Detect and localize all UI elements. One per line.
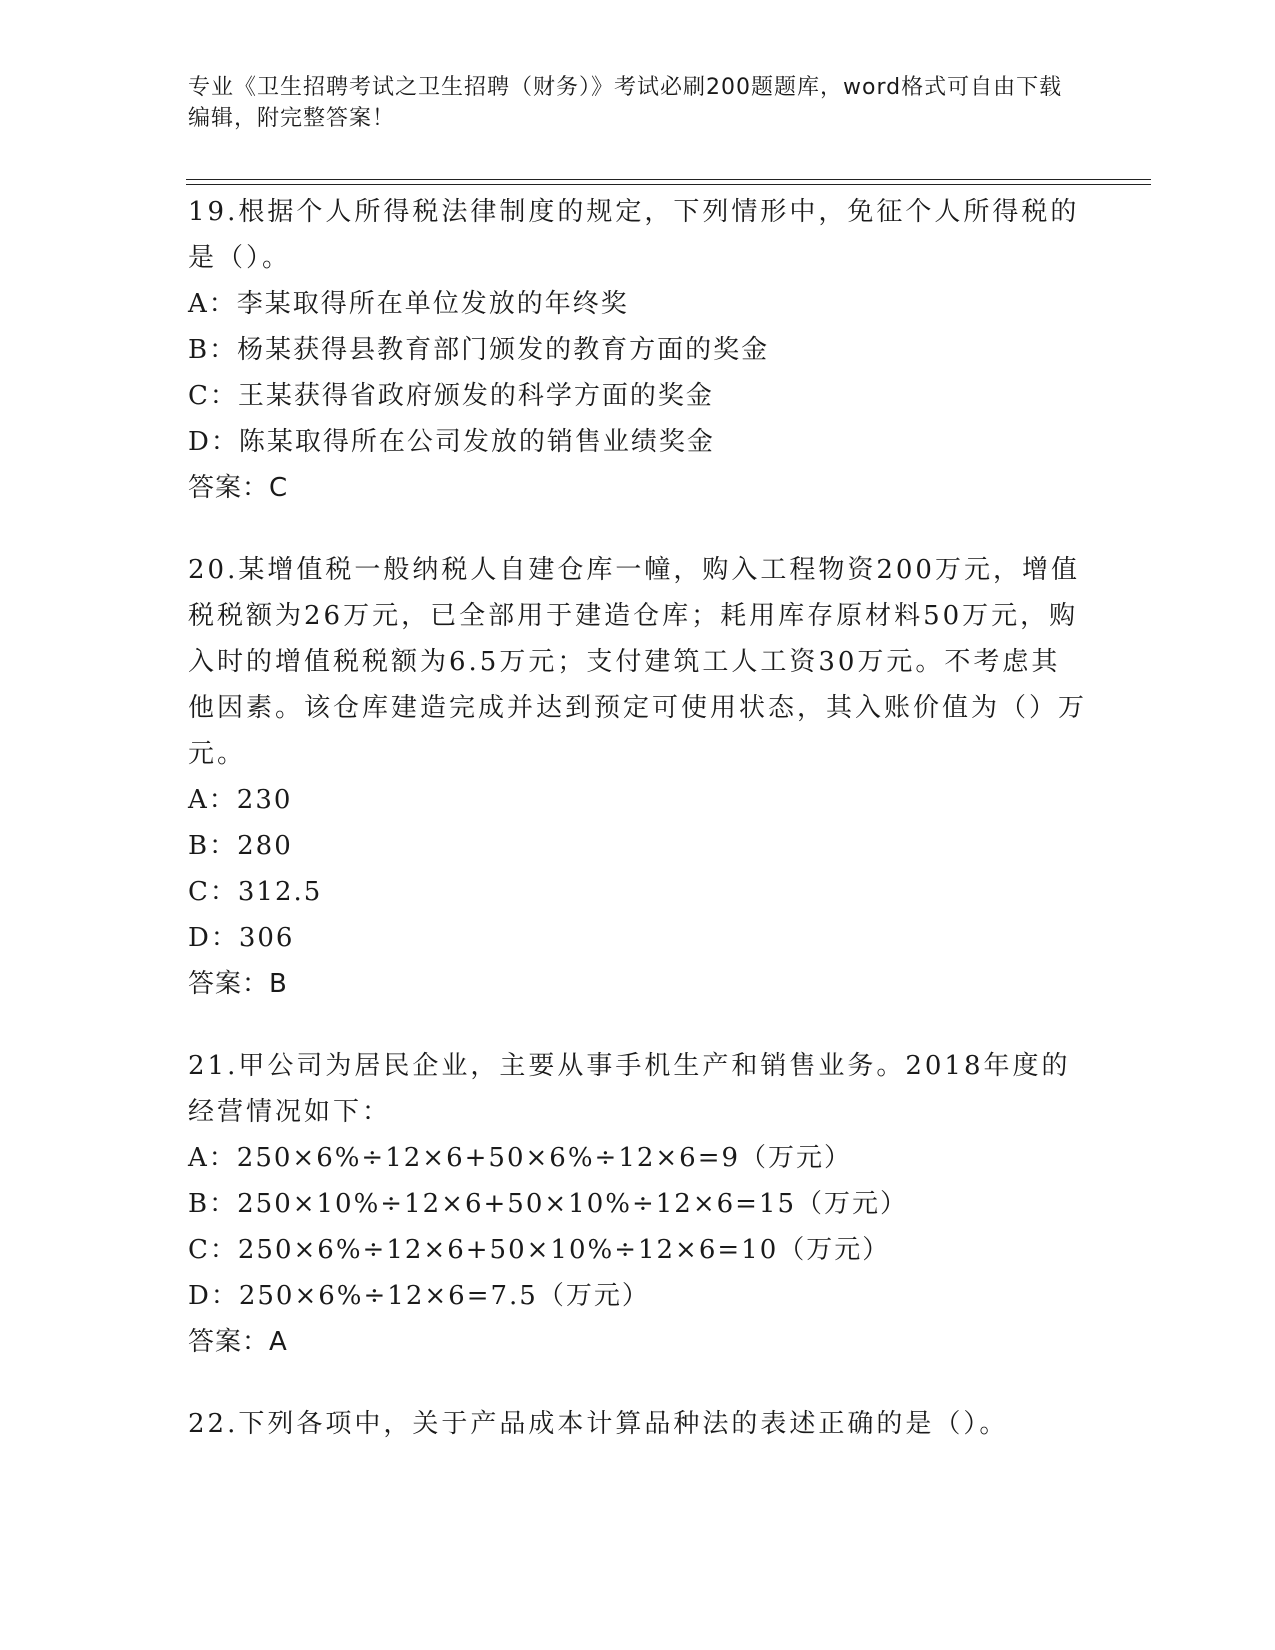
- option-b: B：280: [188, 831, 293, 861]
- option-c: C：王某获得省政府颁发的科学方面的奖金: [188, 381, 714, 411]
- answer-line: 答案：B: [188, 969, 288, 999]
- answer-line: 答案：C: [188, 473, 289, 503]
- option-d: D：306: [188, 923, 295, 953]
- question-stem: 19.根据个人所得税法律制度的规定，下列情形中，免征个人所得税的是（）。: [188, 197, 1080, 273]
- question-19: [188, 189, 1088, 511]
- option-c: C：312.5: [188, 877, 323, 907]
- question-stem: 20.某增值税一般纳税人自建仓库一幢，购入工程物资200万元，增值税税额为26万元，已全部用于建造仓库；耗用库存原材料50万元，购入时的增值税税额为6.5万元；支付建筑工人工资30万元。不考虑其他因素。该仓库建造完成并达到预定可使用状态，其入账价值为（）万元。: [188, 555, 1088, 769]
- option-c: C：250×6%÷12×6+50×10%÷12×6=10（万元）: [188, 1235, 891, 1265]
- answer-line: 答案：A: [188, 1327, 288, 1357]
- question-stem: 22.下列各项中，关于产品成本计算品种法的表述正确的是（）。: [188, 1409, 1009, 1439]
- option-a: A：250×6%÷12×6+50×6%÷12×6=9（万元）: [188, 1143, 853, 1173]
- option-d: D：250×6%÷12×6=7.5（万元）: [188, 1281, 650, 1311]
- question-20: [188, 547, 1088, 1007]
- question-22: [188, 1401, 1088, 1447]
- document-header: 专业《卫生招聘考试之卫生招聘（财务）》考试必刷200题题库，word格式可自由下载编辑，附完整答案！: [188, 75, 1063, 131]
- header-divider-bottom: [186, 184, 1151, 185]
- option-a: A：李某取得所在单位发放的年终奖: [188, 289, 629, 319]
- question-stem: 21.甲公司为居民企业，主要从事手机生产和销售业务。2018年度的经营情况如下：: [188, 1051, 1071, 1127]
- option-b: B：杨某获得县教育部门颁发的教育方面的奖金: [188, 335, 770, 365]
- option-d: D：陈某取得所在公司发放的销售业绩奖金: [188, 427, 715, 457]
- header-divider-top: [186, 179, 1151, 180]
- option-a: A：230: [188, 785, 293, 815]
- question-list: [188, 189, 1088, 1483]
- question-21: [188, 1043, 1088, 1365]
- option-b: B：250×10%÷12×6+50×10%÷12×6=15（万元）: [188, 1189, 909, 1219]
